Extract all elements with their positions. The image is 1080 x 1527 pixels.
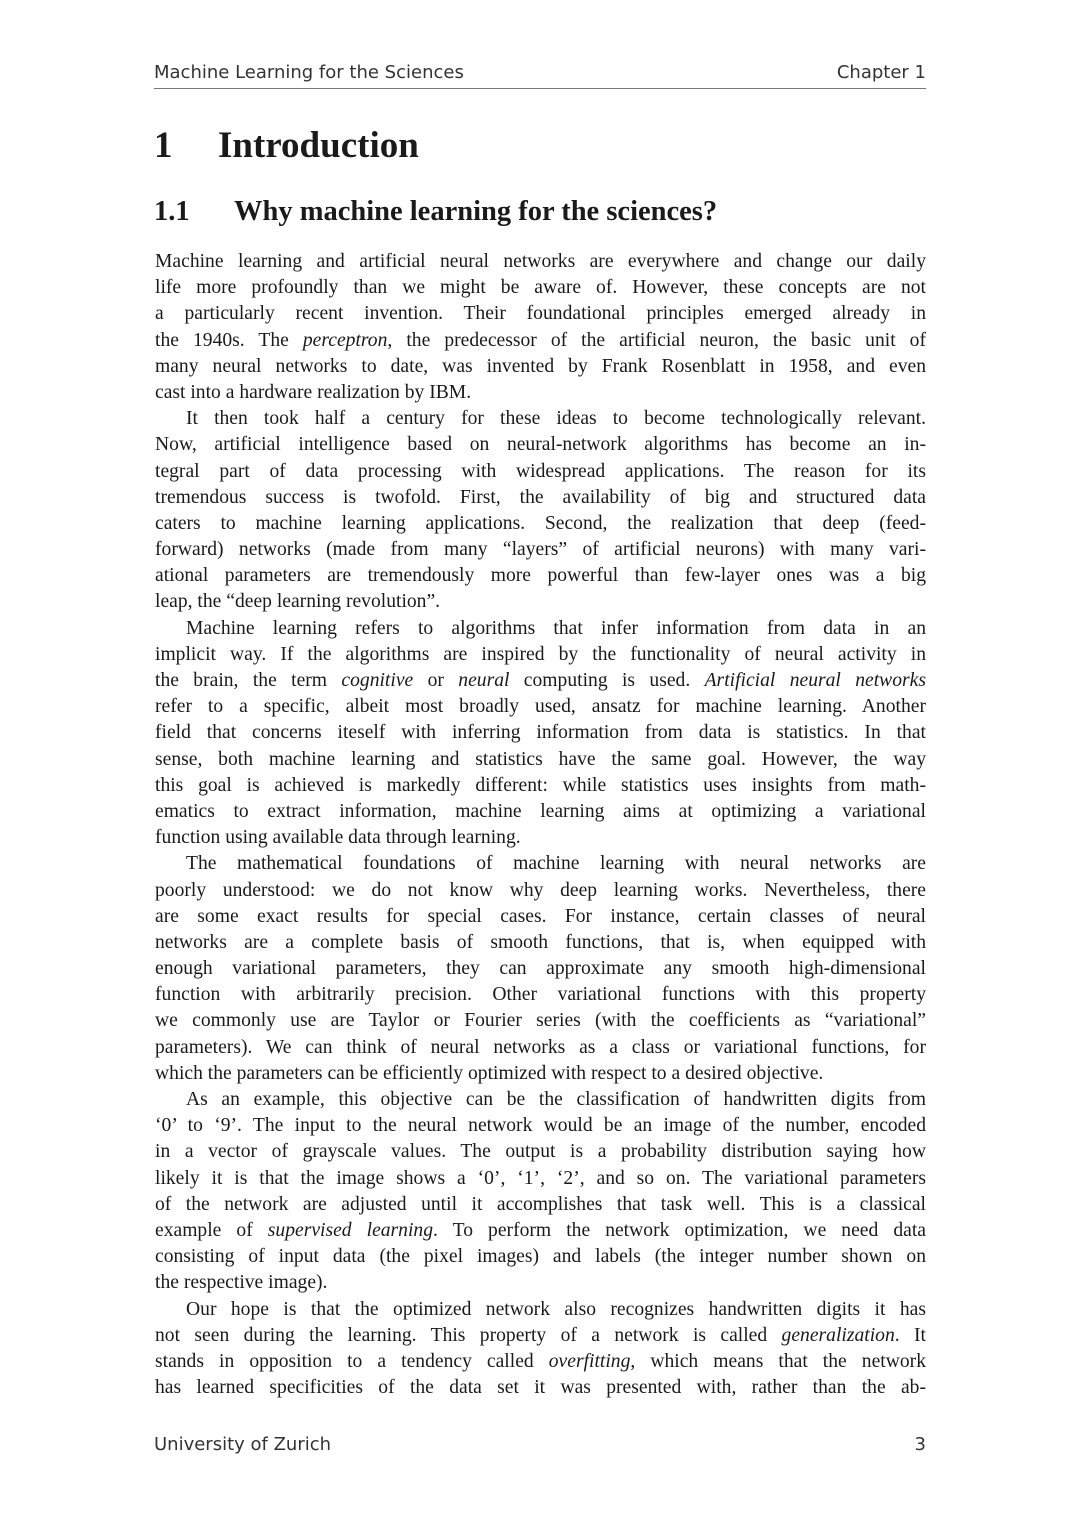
page-number: 3 (914, 1434, 926, 1455)
text-line: parameters). We can think of neural networks as a class or variational functions, for (155, 1036, 926, 1058)
text-line: field that concerns iteself with inferring information from data is statistics. In that (155, 722, 926, 744)
section-heading (154, 196, 717, 228)
text-line: of the network are adjusted until it accomplishes that task well. This is a classical (155, 1193, 926, 1215)
text-line: As an example, this objective can be the classification of handwritten digits from (186, 1089, 926, 1110)
header-chapter: Chapter 1 (836, 62, 926, 83)
text-line: refer to a specific, albeit most broadly used, ansatz for machine learning. Another (155, 696, 926, 718)
paragraph (155, 249, 926, 406)
paragraph (155, 1297, 926, 1402)
text-line: leap, the “deep learning revolution”. (155, 591, 441, 613)
running-header (154, 60, 926, 89)
text-line: function with arbitrarily precision. Other variational functions with this property (155, 984, 926, 1006)
paragraph (155, 1087, 926, 1297)
emphasized-term: cognitive (341, 670, 414, 691)
text-line: are some exact results for special cases. For instance, certain classes of neural (155, 905, 926, 927)
text-line: networks are a complete basis of smooth functions, that is, when equipped with (155, 931, 926, 953)
text-line: has learned specificities of the data set it was presented with, rather than the ab- (155, 1377, 926, 1399)
paragraph (155, 616, 926, 852)
text-line: caters to machine learning applications. Second, the realization that deep (feed- (155, 512, 926, 534)
text-line: likely it is that the image shows a ‘0’, ‘1’, ‘2’, and so on. The variational parameters (155, 1167, 926, 1189)
text-line: ‘0’ to ‘9’. The input to the neural network would be an image of the number, encoded (155, 1115, 926, 1137)
paragraph (155, 406, 926, 616)
text-line: ational parameters are tremendously more powerful than few-layer ones was a big (155, 565, 926, 587)
section-title-text: Why machine learning for the sciences? (234, 196, 718, 227)
text-line: poorly understood: we do not know why deep learning works. Nevertheless, there (155, 879, 926, 901)
text-line: tegral part of data processing with widespread applications. The reason for its (155, 460, 926, 482)
header-book-title: Machine Learning for the Sciences (154, 62, 464, 83)
text-line: Machine learning and artificial neural networks are everywhere and change our daily (155, 251, 926, 272)
emphasized-term: Artificial neural networks (704, 670, 926, 691)
text-line: function using available data through learning. (155, 827, 521, 849)
chapter-title-text: Introduction (218, 125, 419, 166)
footer-institution: University of Zurich (154, 1434, 332, 1455)
paragraph (155, 851, 926, 1087)
text-line: forward) networks (made from many “layers” of artificial neurons) with many vari- (155, 539, 926, 561)
chapter-title (154, 124, 419, 167)
text-line: It then took half a century for these ideas to become technologically relevant. (186, 408, 926, 430)
text-line: tremendous success is twofold. First, the availability of big and structured data (155, 486, 926, 508)
text-line: ematics to extract information, machine learning aims at optimizing a variational (155, 800, 926, 822)
text-line: a particularly recent invention. Their foundational principles emerged already in (155, 303, 926, 325)
text-line: consisting of input data (the pixel images) and labels (the integer number shown on (155, 1246, 926, 1268)
text-line: Machine learning refers to algorithms that infer information from data in an (186, 617, 926, 639)
text-line: many neural networks to date, was invented by Frank Rosenblatt in 1958, and even (155, 355, 926, 377)
text-line: The mathematical foundations of machine learning with neural networks are (186, 853, 926, 875)
text-line: the respective image). (155, 1272, 328, 1294)
text-line: this goal is achieved is markedly different: while statistics uses insights from math- (155, 774, 926, 796)
emphasized-term: generalization (781, 1324, 895, 1346)
emphasized-term: perceptron (302, 329, 388, 351)
emphasized-term: neural (458, 670, 510, 691)
emphasized-term: overfitting (548, 1350, 631, 1372)
section-number: 1.1 (154, 196, 190, 227)
text-line: the 1940s. The perceptron, the predecessor of the artificial neuron, the basic unit of (155, 329, 926, 351)
text-line: sense, both machine learning and statistics have the same goal. However, the way (155, 748, 926, 770)
text-line: the brain, the term cognitive or neural computing is used. Artificial neural networks (155, 670, 926, 691)
text-line: example of supervised learning. To perform the network optimization, we need data (155, 1219, 926, 1241)
body-text (155, 249, 926, 1401)
emphasized-term: supervised learning (267, 1219, 434, 1241)
text-line: not seen during the learning. This property of a network is called generalization. It (155, 1324, 926, 1346)
text-line: in a vector of grayscale values. The output is a probability distribution saying how (155, 1141, 926, 1163)
text-line: implicit way. If the algorithms are inspired by the functionality of neural activity in (155, 643, 926, 665)
text-line: we commonly use are Taylor or Fourier series (with the coefficients as “variational” (155, 1010, 926, 1032)
text-line: Now, artificial intelligence based on neural-network algorithms has become an in- (155, 434, 926, 456)
text-line: life more profoundly than we might be aware of. However, these concepts are not (155, 277, 926, 299)
text-line: which the parameters can be efficiently optimized with respect to a desired objective. (155, 1062, 824, 1084)
text-line: Our hope is that the optimized network also recognizes handwritten digits it has (186, 1298, 926, 1320)
text-line: enough variational parameters, they can approximate any smooth high-dimensional (155, 958, 926, 980)
text-line: stands in opposition to a tendency called overfitting, which means that the network (155, 1350, 927, 1372)
chapter-number: 1 (154, 125, 173, 166)
text-line: cast into a hardware realization by IBM. (155, 381, 472, 403)
